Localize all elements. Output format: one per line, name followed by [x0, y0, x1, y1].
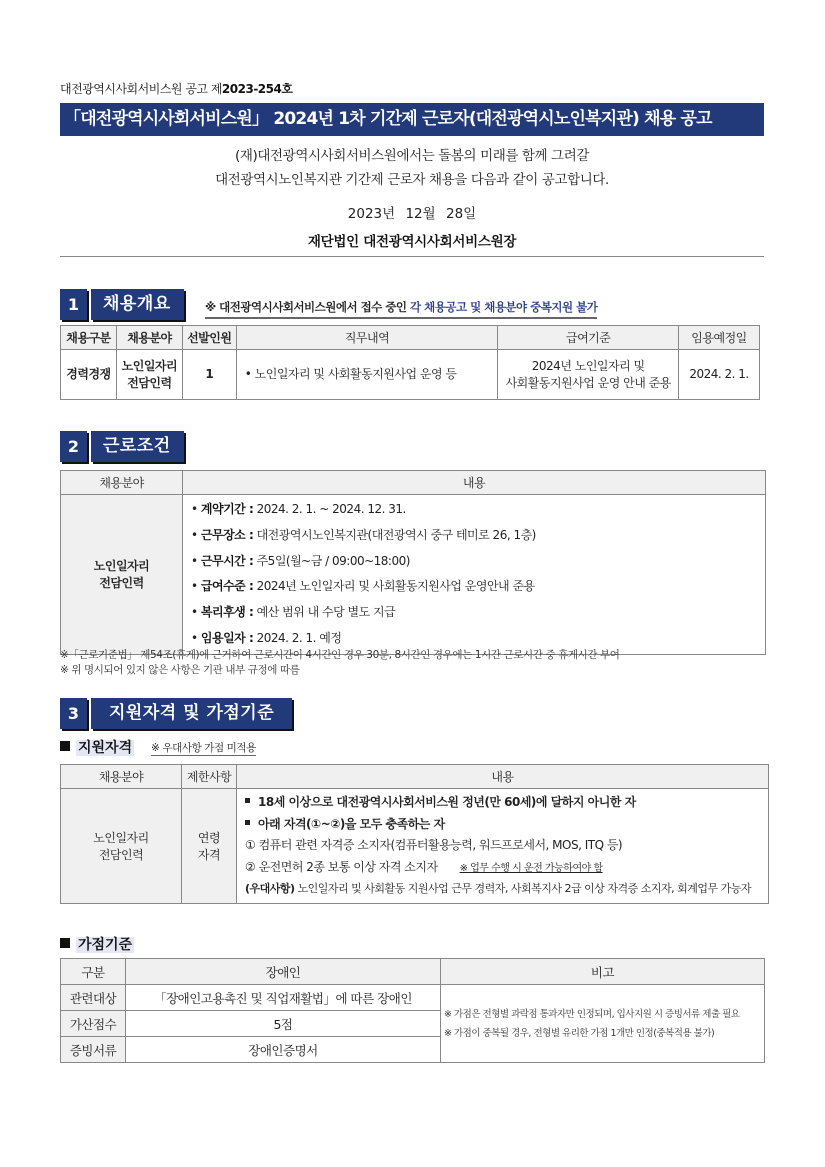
qualification-text: 아래 자격(①~②)을 모두 충족하는 자: [258, 816, 445, 831]
table-header-row: [61, 326, 760, 350]
row-label: 관련대상: [61, 985, 126, 1011]
condition-value: 주5일(월~금 / 09:00~18:00): [256, 553, 410, 568]
preferred-text: 노인일자리 및 사회활동 지원사업 근무 경력자, 사회복지사 2급 이상 자격증 소지자, 회계업무 가능자: [294, 882, 752, 895]
col-header: 장애인: [126, 959, 441, 985]
recruitment-overview-table: [60, 325, 760, 400]
condition-contract-period: • 계약기간 : 2024. 2. 1. ~ 2024. 12. 31.: [191, 502, 406, 516]
table-row: [61, 789, 769, 904]
salary-line-2: 사회활동지원사업 운영 안내 준용: [505, 375, 671, 390]
condition-value: 2024. 2. 1. 예정: [256, 630, 342, 645]
work-conditions-table: [60, 470, 766, 655]
square-bullet-icon: [245, 798, 250, 803]
col-header: 채용구분: [61, 326, 117, 350]
footnote-labor-law: ※「근로기준법」 제54조(휴게)에 근거하여 근로시간이 4시간인 경우 30분, 8시간인 경우에는 1시간 근로시간 중 휴게시간 부여: [60, 649, 620, 661]
square-bullet-icon: [245, 820, 250, 825]
col-header: 구분: [61, 959, 126, 985]
condition-key: 근무장소 :: [200, 527, 254, 542]
col-header: 채용분야: [116, 326, 182, 350]
bonus-points-table: [60, 958, 765, 1063]
bonus-remarks: [441, 985, 765, 1063]
square-bullet-icon: [60, 938, 70, 948]
condition-value: 2024년 노인일자리 및 사회활동지원사업 운영안내 준용: [256, 579, 535, 594]
col-header: 임용예정일: [679, 326, 760, 350]
cell-salary: [498, 350, 679, 400]
intro-line-1: (재)대전광역시사회서비스원에서는 돌봄의 미래를 함께 그려갈: [235, 148, 589, 164]
section-2-heading: [60, 431, 184, 462]
qualifications-heading: [60, 737, 134, 757]
salary-line-1: 2024년 노인일자리 및: [531, 358, 645, 373]
cell-duty: • 노인일자리 및 사회활동지원사업 운영 등: [236, 350, 498, 400]
condition-key: 계약기간 :: [200, 502, 254, 516]
notice-prefix: 대전광역시사회서비스원 공고 제: [60, 82, 222, 96]
col-header: 선발인원: [182, 326, 236, 350]
restriction-line-2: 자격: [197, 847, 221, 862]
notice-date: 2023년 12월 28일: [347, 206, 477, 222]
cell-count: 1: [182, 350, 236, 400]
bonus-heading: [60, 934, 134, 954]
condition-key: 임용일자 :: [200, 630, 254, 645]
note-highlight: 각 채용공고 및 채용분야 중복지원 불가: [410, 300, 598, 314]
col-header: 급여기준: [498, 326, 679, 350]
qualifications-list: [237, 789, 769, 904]
field-line-1: 노인일자리: [121, 358, 178, 373]
condition-key: 급여수준 :: [200, 579, 254, 594]
condition-key: 근무시간 :: [200, 553, 254, 568]
condition-work-hours: • 근무시간 : 주5일(월~금 / 09:00~18:00): [191, 553, 410, 568]
intro-text: [60, 144, 764, 192]
section-number: 2: [60, 431, 87, 462]
condition-benefits: • 복리후생 : 예산 범위 내 수당 별도 지급: [191, 605, 396, 620]
notice-number-value: 2023-254호: [221, 82, 293, 96]
table-header-row: [61, 765, 769, 789]
condition-value: 예산 범위 내 수당 별도 지급: [256, 605, 396, 620]
row-value: 장애인증명서: [126, 1037, 441, 1063]
field-line-1: 노인일자리: [93, 559, 150, 574]
footnote-internal-rules: ※ 위 명시되어 있지 않은 사항은 기관 내부 규정에 따름: [60, 664, 300, 676]
cell-restriction: [182, 789, 237, 904]
qualification-text: 18세 이상으로 대전광역시사회서비스원 정년(만 60세)에 달하지 아니한 자: [258, 795, 636, 809]
cell-field: [61, 789, 182, 904]
qualification-text: ② 운전면허 2종 보통 이상 자격 소지자: [245, 859, 438, 874]
cell-start-date: 2024. 2. 1.: [679, 350, 760, 400]
qualification-driving-license: [245, 857, 768, 879]
table-row: [61, 350, 760, 400]
condition-value: 대전광역시노인복지관(대전광역시 중구 테미로 26, 1층): [256, 527, 536, 542]
section-number: 3: [60, 698, 87, 729]
note-prefix: ※ 대전광역시사회서비스원에서 접수 중인: [205, 300, 411, 314]
table-header-row: [61, 959, 765, 985]
col-header: 제한사항: [182, 765, 237, 789]
condition-salary: • 급여수준 : 2024년 노인일자리 및 사회활동지원사업 운영안내 준용: [191, 579, 535, 594]
section-number: 1: [60, 289, 87, 320]
row-value: 5점: [126, 1011, 441, 1037]
qualification-age: [245, 792, 768, 814]
section-title: 채용개요: [91, 289, 184, 320]
issuer: 재단법인 대전광역시사회서비스원장: [307, 234, 517, 250]
col-header: 내용: [183, 471, 766, 495]
qualification-requirements: [245, 814, 768, 836]
row-label: 가산점수: [61, 1011, 126, 1037]
col-header: 채용분야: [61, 471, 183, 495]
field-line-2: 전담인력: [98, 847, 144, 862]
col-header: 채용분야: [61, 765, 182, 789]
heading-label: 가점기준: [78, 937, 133, 953]
intro-line-2: 대전광역시노인복지관 기간제 근로자 채용을 다음과 같이 공고합니다.: [215, 172, 609, 188]
qualification-preferred: [245, 878, 768, 900]
cell-type: 경력경쟁: [61, 350, 117, 400]
condition-value: 2024. 2. 1. ~ 2024. 12. 31.: [256, 502, 406, 516]
table-header-row: [61, 471, 766, 495]
col-header: 비고: [441, 959, 765, 985]
condition-workplace: • 근무장소 : 대전광역시노인복지관(대전광역시 중구 테미로 26, 1층): [191, 527, 536, 542]
remark-line: ※ 가점이 중복될 경우, 전형별 유리한 가점 1개만 인정(중복적용 불가): [444, 1027, 715, 1039]
square-bullet-icon: [60, 741, 70, 751]
conditions-list: [183, 495, 766, 655]
preferred-label: (우대사항): [245, 882, 295, 895]
condition-start-date: • 임용일자 : 2024. 2. 1. 예정: [191, 630, 342, 645]
restriction-line-1: 연령: [197, 830, 221, 845]
section-title: 지원자격 및 가점기준: [91, 698, 292, 729]
condition-key: 복리후생 :: [200, 605, 254, 620]
qualifications-table: [60, 764, 769, 904]
qualifications-note: ※ 우대사항 가점 미적용: [151, 742, 256, 754]
notice-number: [60, 80, 292, 97]
col-header: 내용: [237, 765, 769, 789]
table-row: [61, 495, 766, 655]
section-3-heading: [60, 698, 292, 729]
heading-label: 지원자격: [78, 740, 133, 756]
cell-field: [116, 350, 182, 400]
section-1-heading: [60, 289, 184, 320]
divider: [60, 256, 764, 257]
remark-line: ※ 가점은 전형별 과락점 통과자만 인정되며, 입사지원 시 증빙서류 제출 필요: [444, 1008, 740, 1020]
section-1-note: [205, 299, 597, 319]
field-line-2: 전담인력: [99, 576, 144, 591]
row-value: 「장애인고용촉진 및 직업재활법」에 따른 장애인: [126, 985, 441, 1011]
row-label: 증빙서류: [61, 1037, 126, 1063]
field-line-1: 노인일자리: [93, 830, 149, 845]
col-header: 직무내역: [236, 326, 498, 350]
qualification-computer-cert: [245, 835, 768, 857]
cell-field: [61, 495, 183, 655]
field-line-2: 전담인력: [127, 375, 172, 390]
driving-note: ※ 업무 수행 시 운전 가능하여야 함: [459, 862, 603, 874]
page-title: 「대전광역시사회서비스원」 2024년 1차 기간제 근로자(대전광역시노인복지관) 채용 공고: [60, 103, 764, 136]
qualification-text: ① 컴퓨터 관련 자격증 소지자(컴퓨터활용능력, 워드프로세서, MOS, ITQ 등): [245, 838, 623, 852]
table-row: [61, 985, 765, 1011]
section-title: 근로조건: [91, 431, 184, 462]
